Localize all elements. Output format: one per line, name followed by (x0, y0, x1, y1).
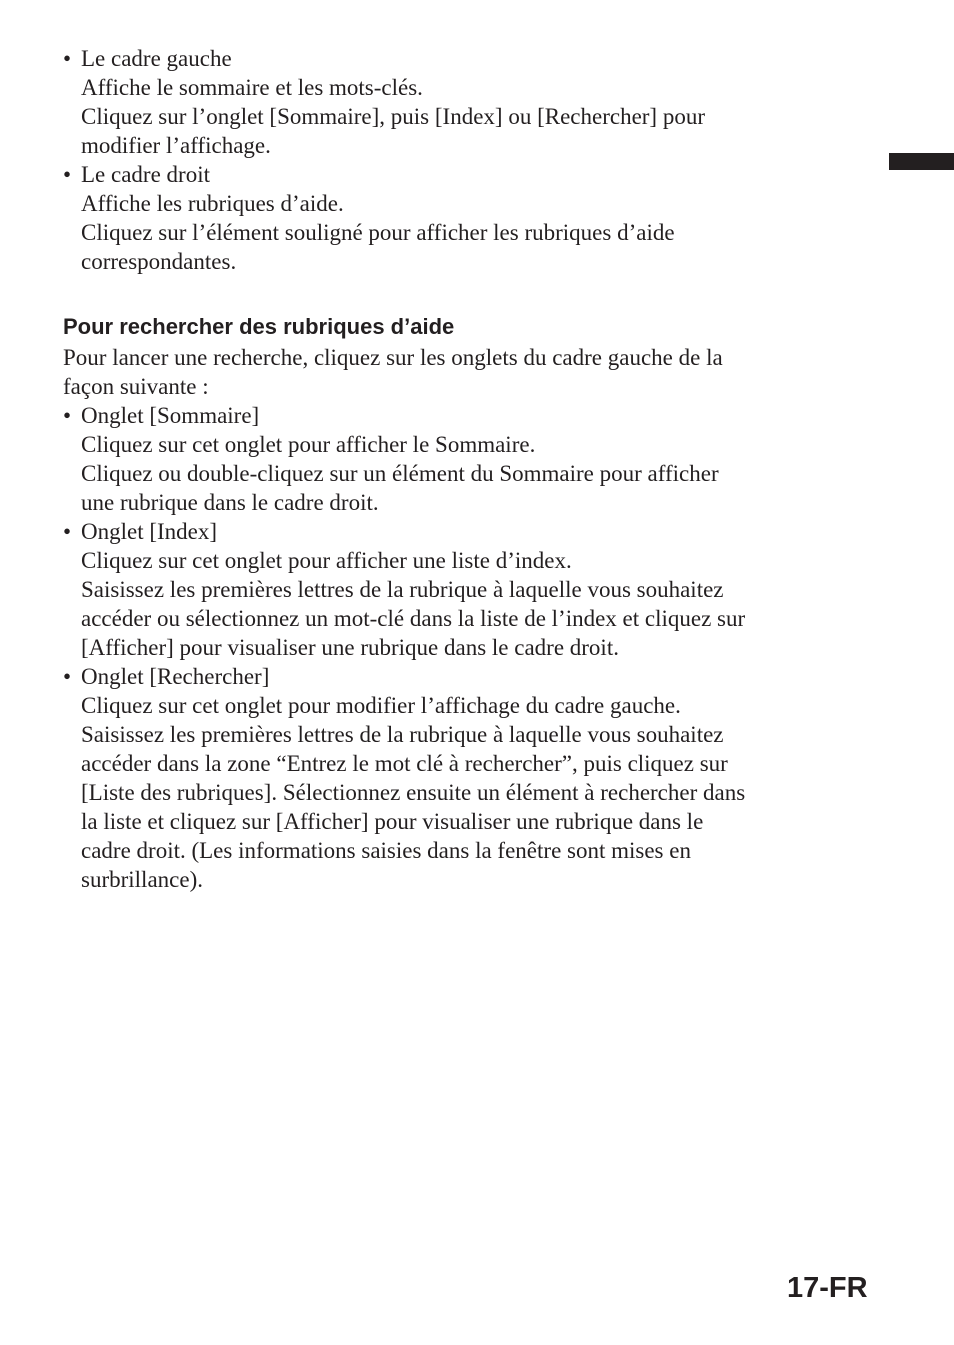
intro-line: Pour lancer une recherche, cliquez sur les onglets du cadre gauche de la (63, 345, 723, 370)
list-item-line: Cliquez sur cet onglet pour afficher le Sommaire. (81, 432, 536, 457)
page-number: 17-FR (787, 1272, 868, 1304)
list-item-line: modifier l’affichage. (81, 133, 271, 158)
list-item-line: une rubrique dans le cadre droit. (81, 490, 379, 515)
list-item-line: surbrillance). (81, 867, 203, 892)
list-item-line: [Liste des rubriques]. Sélectionnez ensuite un élément à rechercher dans (81, 780, 746, 805)
list-item-line: [Afficher] pour visualiser une rubrique dans le cadre droit. (81, 635, 619, 660)
section-intro (63, 343, 863, 401)
list-item-line: Saisissez les premières lettres de la rubrique à laquelle vous souhaitez (81, 722, 724, 747)
list-item-line: Cliquez sur cet onglet pour afficher une liste d’index. (81, 548, 572, 573)
list-item-line: Affiche le sommaire et les mots-clés. (81, 75, 423, 100)
list-item-line: cadre droit. (Les informations saisies dans la fenêtre sont mises en (81, 838, 691, 863)
bullet-icon: • (63, 403, 72, 428)
bullet-icon: • (63, 162, 72, 187)
frame-description-list (63, 44, 863, 276)
bullet-icon: • (63, 519, 72, 544)
bullet-icon: • (63, 664, 72, 689)
list-item-title: Onglet [Sommaire] (81, 403, 260, 428)
bullet-icon: • (63, 46, 72, 71)
list-item-line: Saisissez les premières lettres de la rubrique à laquelle vous souhaitez (81, 577, 724, 602)
tab-description-list (63, 401, 863, 894)
list-item-line: accéder dans la zone “Entrez le mot clé à rechercher”, puis cliquez sur (81, 751, 728, 776)
list-item (63, 662, 863, 894)
list-item-line: Cliquez ou double-cliquez sur un élément du Sommaire pour afficher (81, 461, 719, 486)
list-item-line: Cliquez sur l’élément souligné pour afficher les rubriques d’aide (81, 220, 675, 245)
list-item-line: accéder ou sélectionnez un mot-clé dans la liste de l’index et cliquez sur (81, 606, 746, 631)
list-item (63, 401, 863, 517)
list-item (63, 44, 863, 160)
list-item-line: Cliquez sur l’onglet [Sommaire], puis [Index] ou [Rechercher] pour (81, 104, 705, 129)
page-content (63, 44, 863, 894)
list-item-title: Onglet [Index] (81, 519, 218, 544)
section-heading: Pour rechercher des rubriques d’aide (63, 314, 455, 339)
intro-line: façon suivante : (63, 374, 209, 399)
list-item-title: Le cadre droit (81, 162, 210, 187)
list-item-line: Cliquez sur cet onglet pour modifier l’affichage du cadre gauche. (81, 693, 681, 718)
list-item (63, 517, 863, 662)
section-tab-marker (889, 153, 954, 170)
list-item (63, 160, 863, 276)
list-item-title: Onglet [Rechercher] (81, 664, 270, 689)
list-item-line: correspondantes. (81, 249, 237, 274)
list-item-line: la liste et cliquez sur [Afficher] pour visualiser une rubrique dans le (81, 809, 704, 834)
list-item-line: Affiche les rubriques d’aide. (81, 191, 344, 216)
list-item-title: Le cadre gauche (81, 46, 232, 71)
